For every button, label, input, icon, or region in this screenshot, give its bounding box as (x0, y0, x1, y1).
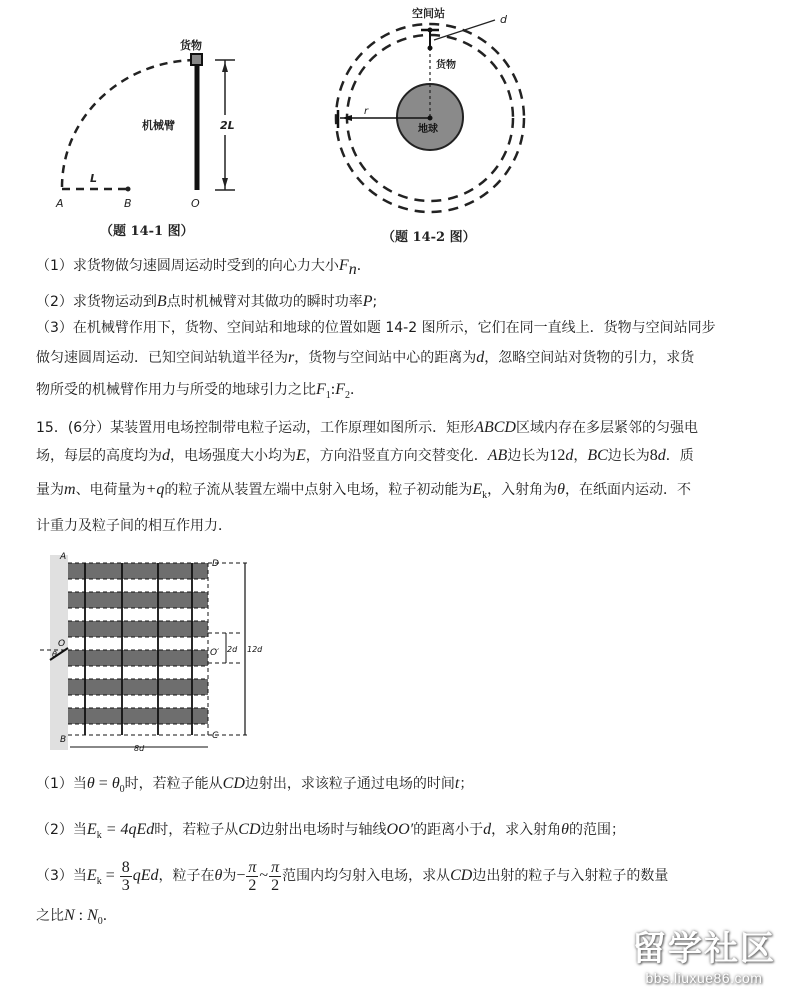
label-2d: 2d (227, 645, 238, 654)
label-L: L (90, 172, 98, 185)
label-cargo-2: 货物 (436, 60, 456, 71)
q15-stem-line-3: 量为m、电荷量为+q的粒子流从装置左端中点射入电场，粒子初动能为$E_k$，入射角为θ，在纸面内运动．不 (36, 481, 691, 501)
label-theta: θ (52, 650, 57, 659)
label-2L: 2L (220, 119, 235, 132)
label-A: A (56, 197, 64, 210)
q15-stem-line-1: 15．(6分）某装置用电场控制带电粒子运动，工作原理如图所示．矩形ABCD区域内存在多层紧邻的匀强电 (36, 419, 698, 436)
q15-part-1: （1）当$\theta = \theta_0$时，若粒子能从CD边射出，求该粒子通过电场的时间t； (36, 775, 474, 795)
figure-15 (30, 545, 310, 760)
field-layers (68, 563, 208, 724)
label-8d: 8d (134, 744, 145, 753)
watermark-logo (632, 921, 776, 986)
q14-part-3-line-3: 物所受的机械臂作用力与所受的地球引力之比$F_1:F_2$． (36, 381, 365, 401)
label-station: 空间站 (412, 7, 445, 20)
fraction-pi-2: $\frac{\pi}{2}$ (271, 858, 280, 894)
q15-stem-line-4: 计重力及粒子间的相互作用力． (36, 518, 232, 534)
label-B: B (60, 735, 67, 745)
q14-part-3-line-2: 做匀速圆周运动．已知空间站轨道半径为r，货物与空间站中心的距离为d，忽略空间站对货物的引力，求货 (36, 349, 695, 366)
point-B-dot (126, 187, 131, 192)
d-leader-line (434, 20, 495, 40)
watermark-title: 留学社区 (632, 929, 776, 969)
figure-14-1-caption: （题 14-1 图） (100, 224, 194, 239)
dashed-arc-path (62, 60, 197, 187)
label-arm: 机械臂 (142, 119, 175, 132)
q14-part-3-line-1: （3）在机械臂作用下，货物、空间站和地球的位置如题 14-2 图所示，它们在同一直线上．货物与空间站同步 (36, 320, 716, 336)
q15-part-3-line-2: 之比N : $N_0$． (36, 907, 117, 927)
label-r: r (364, 106, 369, 117)
label-A: A (60, 552, 67, 562)
label-C: C (212, 731, 219, 741)
label-B: B (124, 197, 132, 210)
label-12d: 12d (247, 645, 263, 654)
q15-part-3: （3）当$E_k$ = $\frac{8}{3}$ qEd，粒子在θ为− $\frac{\pi}{2}$ ~ $\frac{\pi}{2}$ 范围内均匀射入电场，求从CD边出射的粒子与入射粒子的数量 (36, 858, 669, 894)
label-earth: 地球 (418, 124, 438, 135)
q14-part-2: （2）求货物运动到B点时机械臂对其做功的瞬时功率P; (36, 293, 378, 310)
label-O: O (191, 197, 200, 210)
figure-14-2 (320, 0, 550, 250)
fraction-8-3: $\frac{8}{3}$ (121, 858, 130, 894)
label-D: D (212, 559, 219, 569)
fraction-neg-pi-2: $\frac{\pi}{2}$ (248, 858, 257, 894)
figure-14-1 (40, 30, 300, 250)
q15-stem-line-2: 场，每层的高度均为d，电场强度大小均为E，方向沿竖直方向交替变化．AB边长为12d，BC边长为8d．质 (36, 447, 694, 464)
q15-part-2: （2）当$E_k = 4qEd$时，若粒子从CD边射出电场时与轴线OO′的距离小于d，求入射角θ的范围； (36, 821, 625, 841)
q14-part-1: （1）求货物做匀速圆周运动时受到的向心力大小$F_n$． (36, 257, 371, 278)
label-cargo: 货物 (180, 39, 202, 52)
cargo-box (191, 54, 202, 65)
figure-14-2-caption: （题 14-2 图） (382, 230, 476, 245)
watermark-url: bbs.liuxue86.com (645, 970, 763, 986)
label-d: d (500, 13, 507, 26)
label-O: O (58, 639, 66, 649)
label-O-prime: O′ (210, 648, 220, 658)
